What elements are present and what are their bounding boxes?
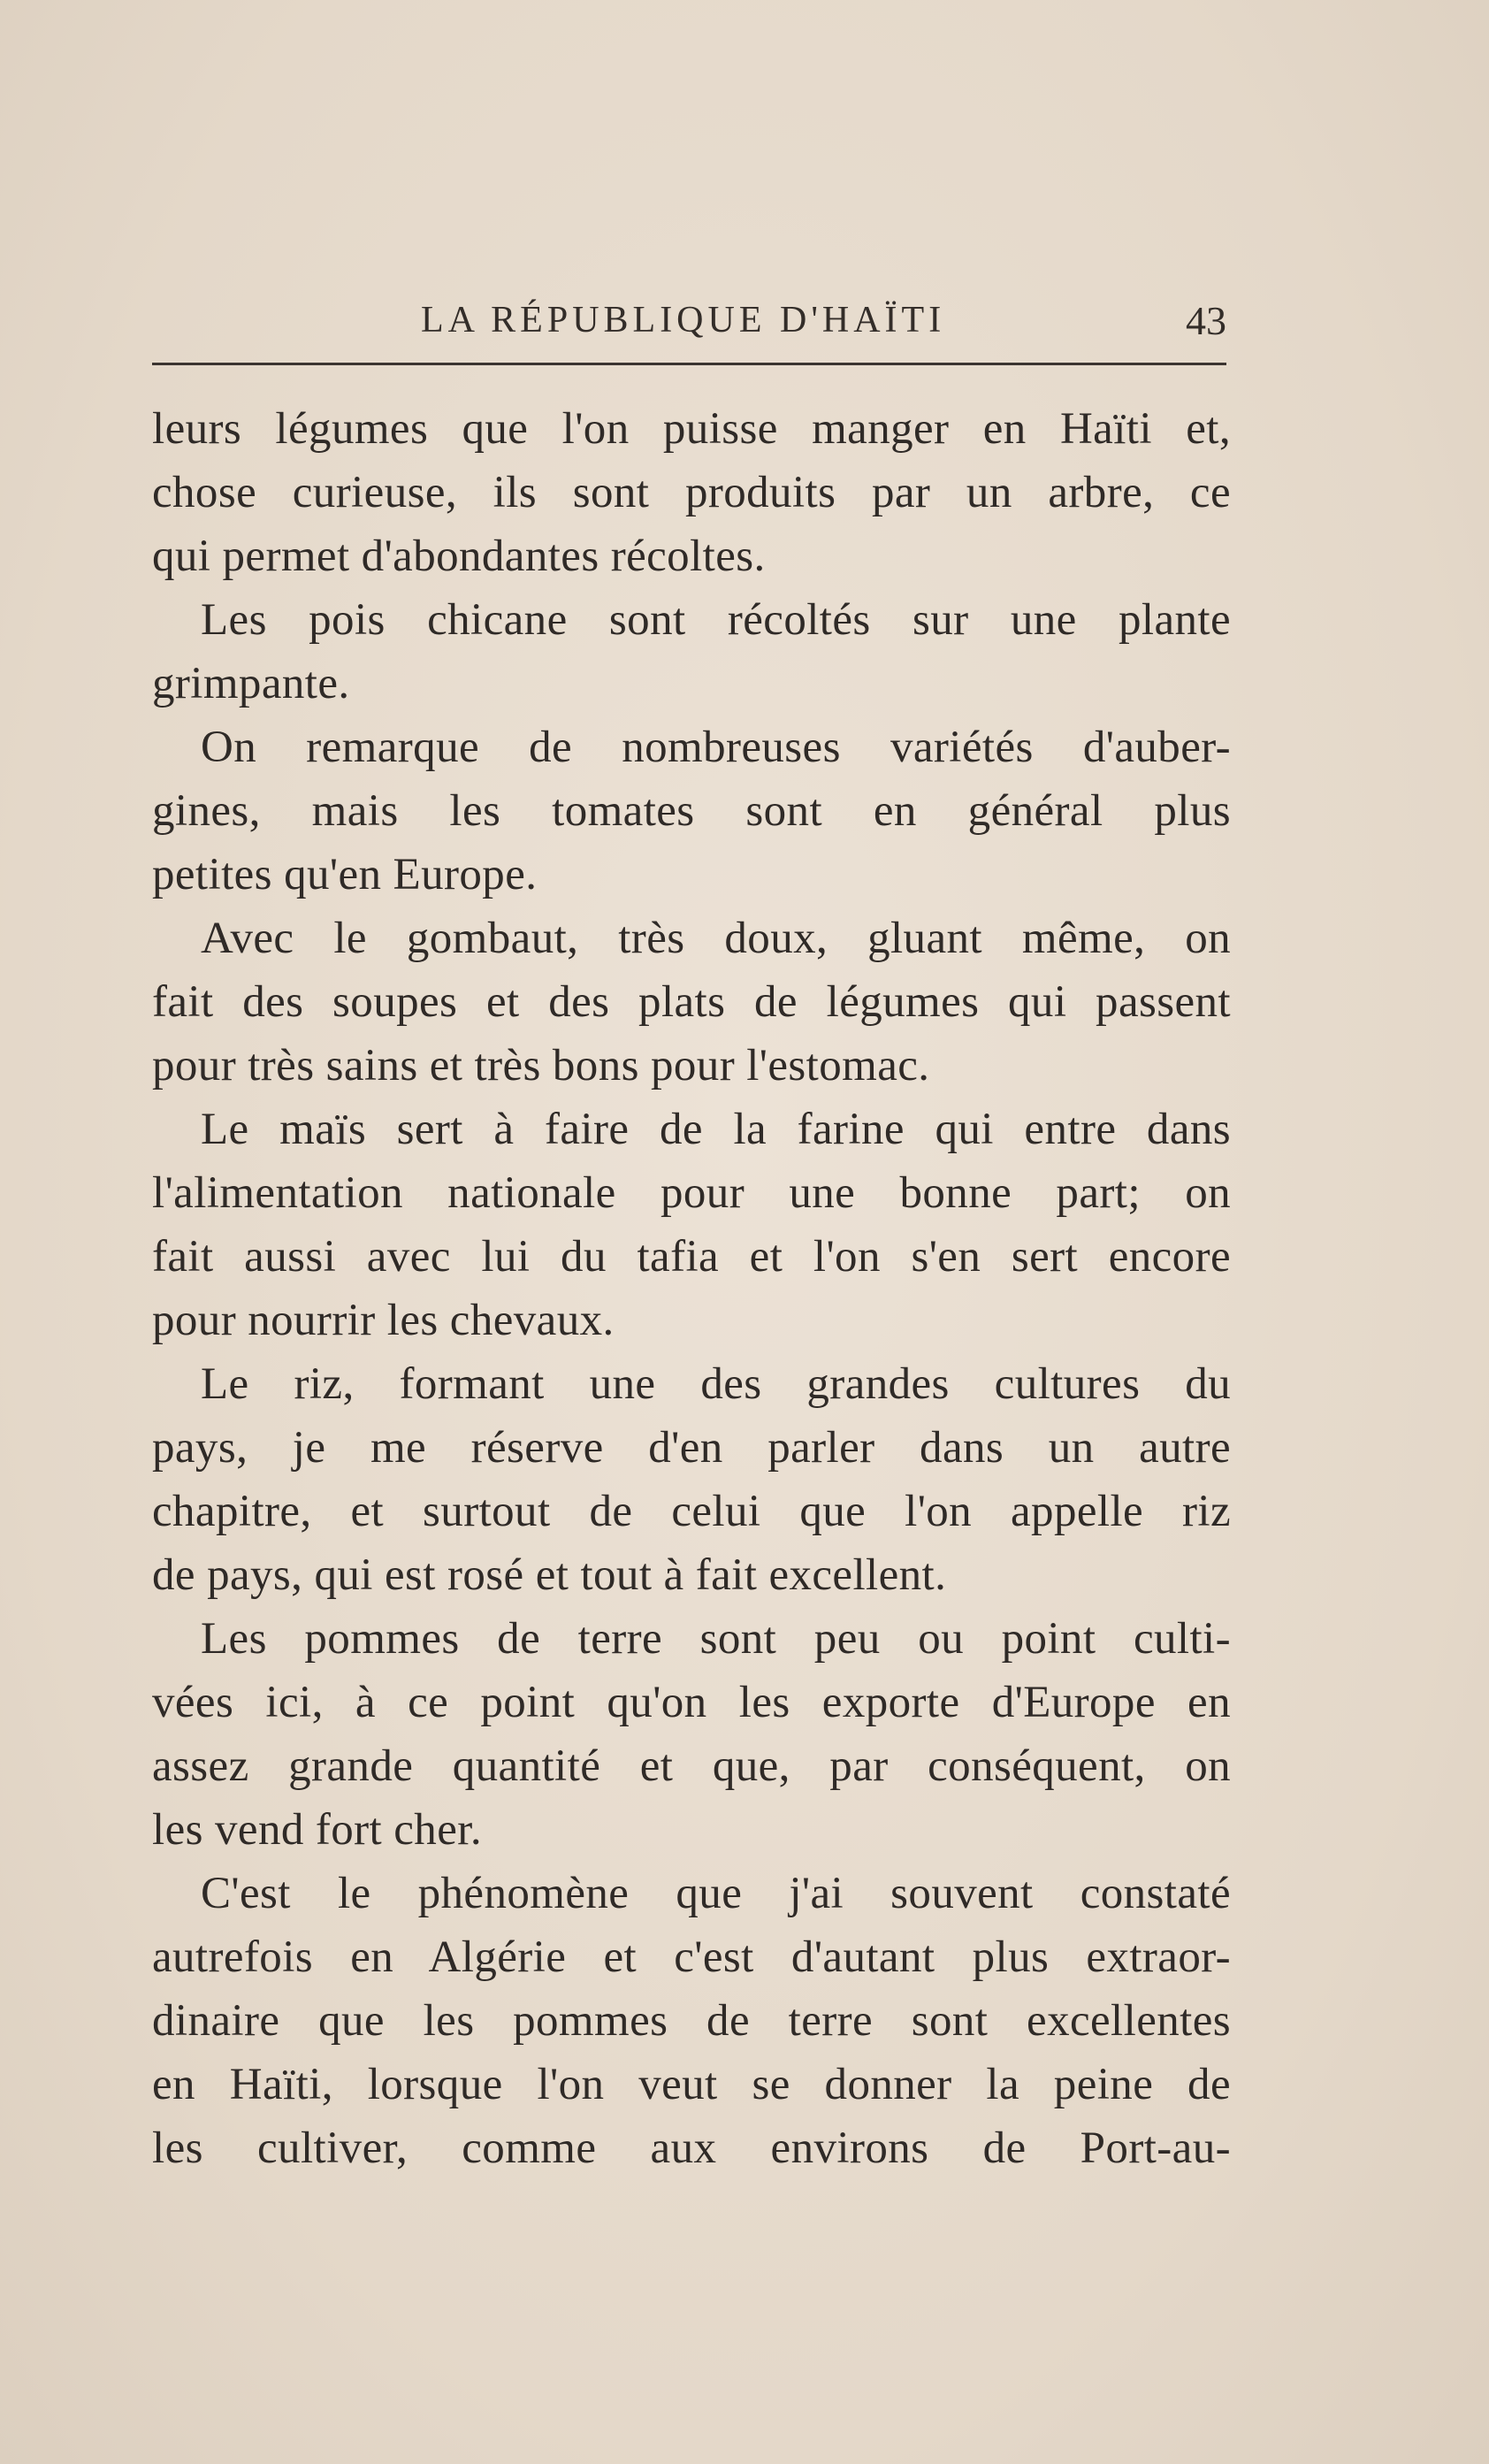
text-line: chose curieuse, ils sont produits par un arbre, ce: [152, 468, 1231, 517]
text-line: fait aussi avec lui du tafia et l'on s'en sert encore: [152, 1232, 1231, 1282]
text-line: qui permet d'abondantes récoltes.: [152, 532, 766, 581]
running-title: LA RÉPUBLIQUE D'HAÏTI: [421, 300, 946, 341]
text-line: Avec le gombaut, très doux, gluant même, on: [201, 914, 1231, 963]
page-number: 43: [1186, 298, 1226, 343]
text-line: en Haïti, lorsque l'on veut se donner la peine de: [152, 2060, 1231, 2109]
text-line: de pays, qui est rosé et tout à fait excellent.: [152, 1550, 947, 1600]
text-line: pays, je me réserve d'en parler dans un autre: [152, 1423, 1231, 1473]
text-line: dinaire que les pommes de terre sont excellentes: [152, 1996, 1231, 2046]
text-line: assez grande quantité et que, par conséquent, on: [152, 1741, 1231, 1791]
text-line: C'est le phénomène que j'ai souvent constaté: [201, 1869, 1231, 1918]
text-line: autrefois en Algérie et c'est d'autant plus extraor-: [152, 1932, 1231, 1982]
text-line: Le maïs sert à faire de la farine qui entre dans: [201, 1105, 1231, 1154]
header-rule: [152, 363, 1226, 365]
body-text: [152, 397, 1231, 2180]
text-line: fait des soupes et des plats de légumes qui passent: [152, 977, 1231, 1027]
text-line: On remarque de nombreuses variétés d'auber-: [201, 723, 1231, 772]
text-line: gines, mais les tomates sont en général plus: [152, 786, 1231, 836]
text-line: chapitre, et surtout de celui que l'on appelle riz: [152, 1487, 1231, 1536]
text-line: les cultiver, comme aux environs de Port-au-: [152, 2123, 1231, 2173]
text-line: pour nourrir les chevaux.: [152, 1296, 615, 1345]
text-line: les vend fort cher.: [152, 1805, 482, 1855]
text-line: petites qu'en Europe.: [152, 850, 538, 899]
text-line: Les pommes de terre sont peu ou point culti-: [201, 1614, 1231, 1664]
text-line: leurs légumes que l'on puisse manger en Haïti et,: [152, 404, 1231, 454]
text-line: l'alimentation nationale pour une bonne part; on: [152, 1168, 1231, 1218]
text-line: Les pois chicane sont récoltés sur une plante: [201, 595, 1231, 645]
text-line: pour très sains et très bons pour l'estomac.: [152, 1041, 930, 1090]
text-line: grimpante.: [152, 659, 350, 708]
text-line: Le riz, formant une des grandes cultures du: [201, 1359, 1231, 1409]
page-header: [152, 292, 1226, 363]
text-line: vées ici, à ce point qu'on les exporte d'Europe en: [152, 1678, 1231, 1727]
